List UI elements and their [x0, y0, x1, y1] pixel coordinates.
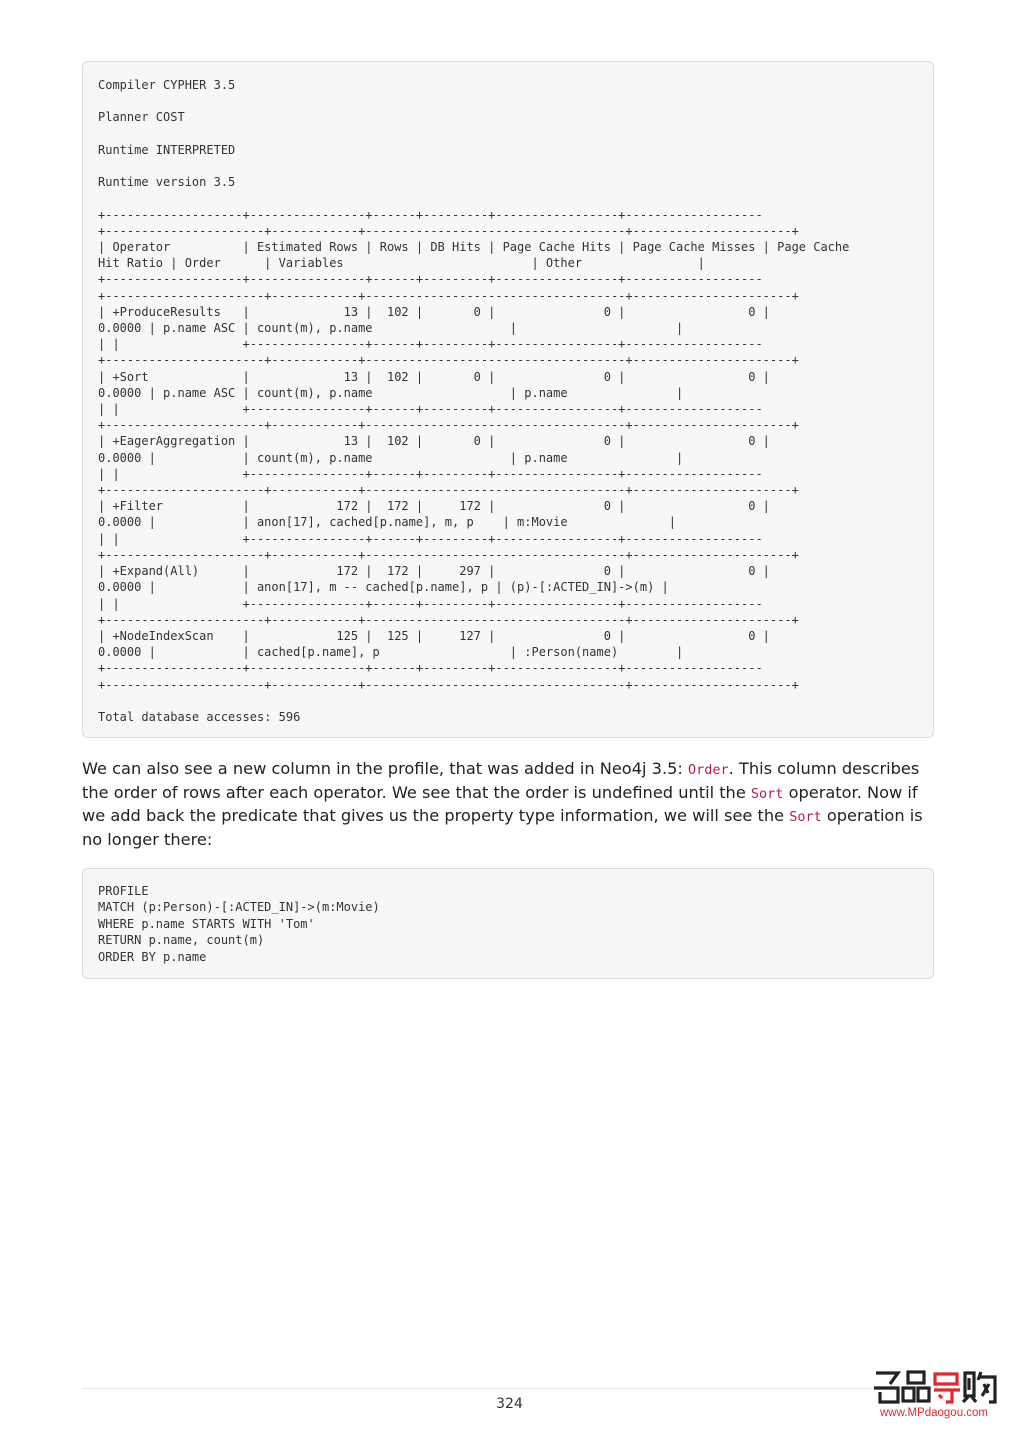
- paragraph-text: . This column describes the order of rows after each operator. We see that the order is undefined until the: [82, 759, 920, 802]
- watermark-url: www.MPdaogou.com: [879, 1407, 989, 1419]
- query-code-text: PROFILE MATCH (p:Person)-[:ACTED_IN]->(m:Movie) WHERE p.name STARTS WITH 'Tom' RETURN p.name, count(m) ORDER BY p.name: [98, 884, 380, 964]
- paragraph-text: We can also see a new column in the profile, that was added in Neo4j 3.5:: [82, 759, 688, 778]
- footer-divider: [82, 1388, 934, 1389]
- query-code-block: [82, 868, 934, 979]
- paragraph-text: operator. Now if we add back the predicate that gives us the property type information, we will see the: [82, 782, 918, 826]
- profile-output-text: Compiler CYPHER 3.5 Planner COST Runtime INTERPRETED Runtime version 3.5 +-------------------+----------------+------+---------+-----------------+------------------- +----------------------+------------+------------------------------------+----------------------+ | Operator | Estimated Rows | Rows | DB Hits | Page Cache Hits | Page Cache Misses | Page Cache Hit Ratio | Order | Variables | Other | +-------------------+----------------+------+---------+-----------------+------------------- +----------------------+------------+------------------------------------+----------------------+ | +ProduceResults | 13 | 102 | 0 | 0 | 0 | 0.0000 | p.name ASC | count(m), p.name | | | | +----------------+------+---------+-----------------+------------------- +----------------------+------------+------------------------------------+----------------------+ | +Sort | 13 | 102 | 0 | 0 | 0 | 0.0000 | p.name ASC | count(m), p.name | p.name | | | +----------------+------+---------+-----------------+------------------- +----------------------+------------+------------------------------------+----------------------+ | +EagerAggregation | 13 | 102 | 0 | 0 | 0 | 0.0000 | | count(m), p.name | p.name | | | +----------------+------+---------+-----------------+------------------- +----------------------+------------+------------------------------------+----------------------+ | +Filter | 172 | 172 | 172 | 0 | 0 | 0.0000 | | anon[17], cached[p.name], m, p | m:Movie | | | +----------------+------+---------+-----------------+------------------- +----------------------+------------+------------------------------------+----------------------+ | +Expand(All) | 172 | 172 | 297 | 0 | 0 | 0.0000 | | anon[17], m -- cached[p.name], p | (p)-[:ACTED_IN]->(m) | | | +----------------+------+---------+-----------------+------------------- +----------------------+------------+------------------------------------+----------------------+ | +NodeIndexScan | 125 | 125 | 127 | 0 | 0 | 0.0000 | | cached[p.name], p | :Person(name) | +-------------------+----------------+------+---------+-----------------+------------------- +----------------------+------------+------------------------------------+----------------------+ Total database accesses: 596: [98, 78, 850, 724]
- inline-code-sort: Sort: [750, 785, 784, 802]
- watermark-logo: [868, 1366, 1000, 1420]
- watermark-logo-graphic: [868, 1366, 1000, 1420]
- paragraph-text: operation is no longer there:: [82, 806, 923, 850]
- profile-output-block: [82, 61, 934, 738]
- body-paragraph: [82, 758, 934, 851]
- inline-code-sort: Sort: [789, 809, 822, 826]
- inline-code-order: Order: [688, 762, 729, 778]
- page-number: 324: [496, 1396, 523, 1412]
